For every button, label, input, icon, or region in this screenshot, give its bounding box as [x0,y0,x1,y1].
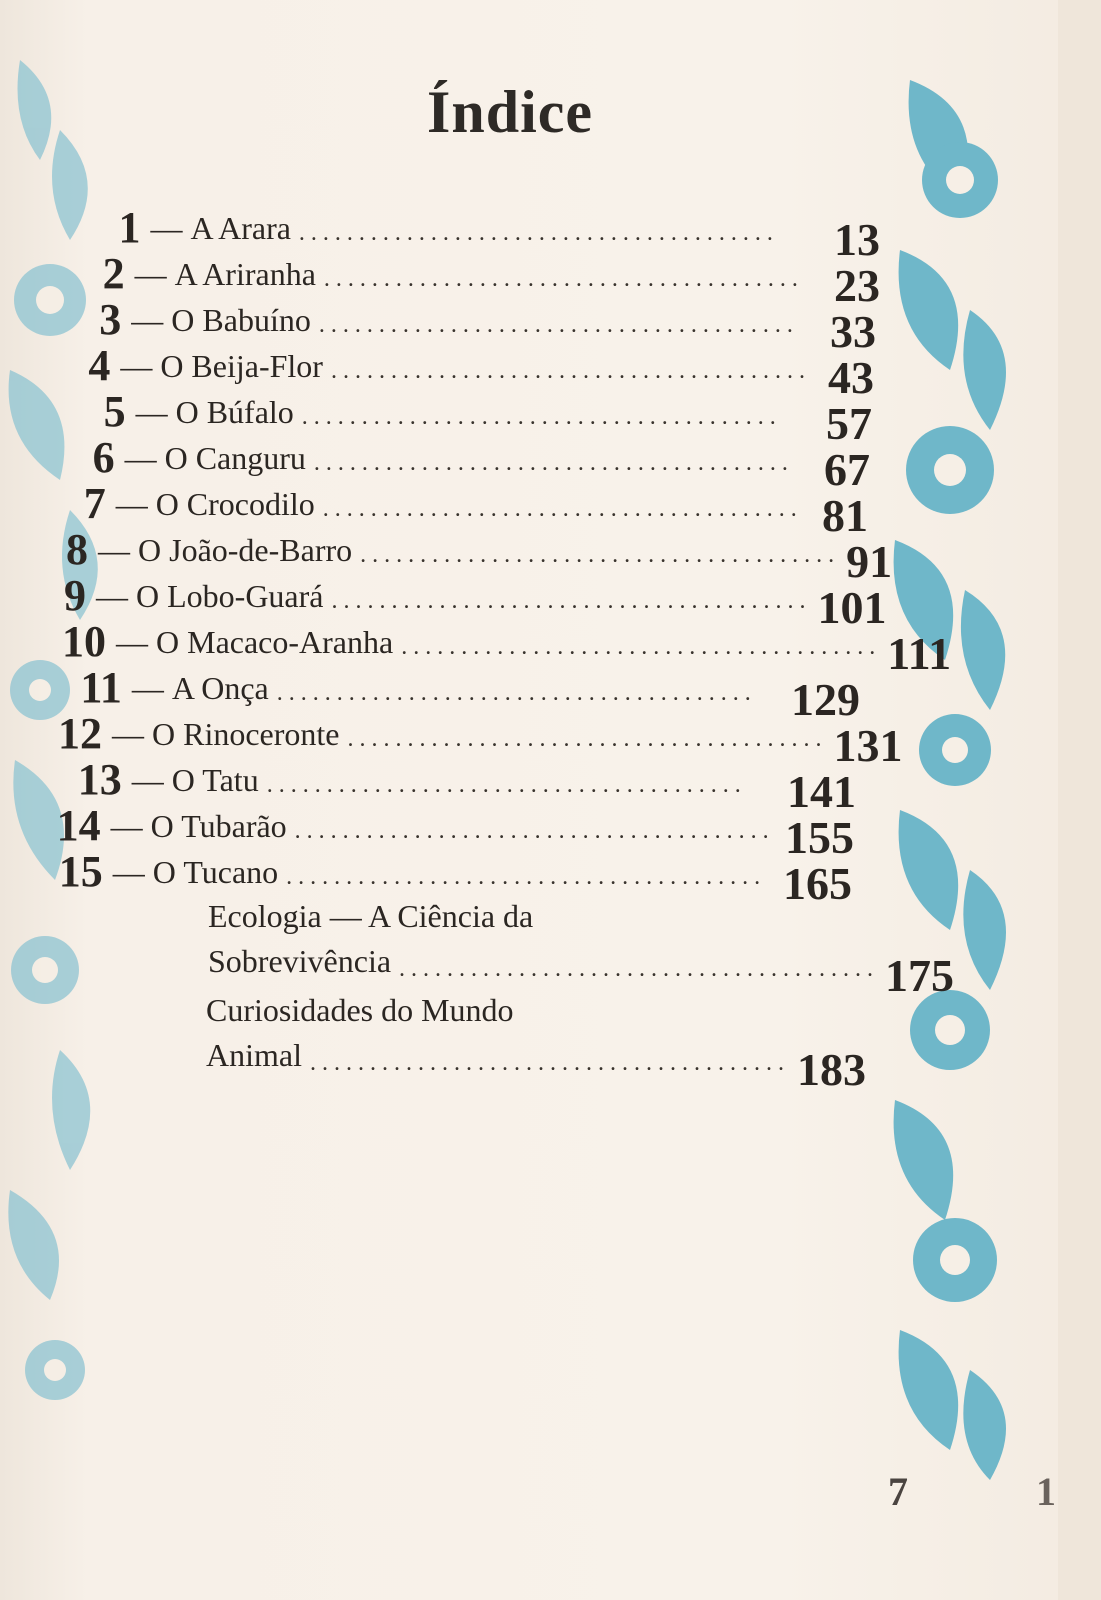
leader-dots: ........................................ [347,726,828,752]
entry-page: 13 [834,214,880,265]
entry-label: O Búfalo [175,394,294,430]
entry-label: O Tatu [171,762,259,798]
entry-page: 33 [830,306,876,357]
leader-dots: ........................................ [301,404,782,430]
facing-page-edge [1058,0,1101,1600]
entry-page: 111 [887,628,952,679]
extra-line-2: Animal [206,1037,302,1073]
entry-dash: — [96,578,128,614]
toc-entry-9 [64,570,887,633]
entry-dash: — [131,762,164,798]
entry-dash: — [134,256,167,292]
entry-number: 5 [103,387,126,436]
leader-dots: ........................................ [399,956,880,982]
extra-page: 175 [885,950,955,1001]
entry-label: O João-de-Barro [138,532,353,568]
entry-page: 43 [828,352,874,403]
toc-entry-7 [68,478,868,541]
entry-number: 1 [118,203,141,252]
entry-dash: — [120,348,153,384]
entry-number: 12 [58,709,102,758]
page-number: 7 [888,1469,908,1514]
entry-label: O Crocodilo [155,486,315,522]
entry-number: 11 [80,663,122,712]
entry-number: 7 [83,479,106,528]
entry-page: 129 [791,674,860,725]
entry-number: 14 [56,801,101,850]
toc-entry-13 [56,754,856,817]
leader-dots: ........................................ [323,266,804,292]
leader-dots: ........................................ [286,864,767,890]
leader-dots: ........................................ [294,818,775,844]
entry-label: O Macaco-Aranha [156,624,394,660]
entry-page: 165 [782,858,852,909]
leader-dots: ........................................ [313,450,794,476]
toc-entry-5 [72,386,872,449]
leader-dots: ........................................ [322,496,803,522]
leader-dots: ........................................ [266,772,747,798]
entry-dash: — [116,624,148,660]
extra-line-2: Sobrevivência [208,943,392,979]
toc-extra-ecologia [208,894,955,1001]
floral-border-right [880,70,1040,1490]
entry-page: 101 [817,582,887,633]
leader-dots: ........................................ [331,588,812,614]
entry-label: O Beija-Flor [160,348,323,384]
entry-label: A Arara [190,210,291,246]
leader-dots: ........................................ [330,358,811,384]
leader-dots: ........................................ [360,542,841,568]
entry-label: O Tubarão [150,808,287,844]
toc-entry-8 [66,524,893,587]
entry-dash: — [131,302,164,338]
entry-number: 4 [88,341,111,390]
entry-page: 91 [846,536,893,587]
leader-dots: ........................................ [298,220,779,246]
leader-dots: ........................................ [318,312,799,338]
entry-number: 13 [77,755,122,804]
facing-page-number: 1 [1036,1469,1056,1514]
entry-page: 131 [833,720,903,771]
entry-dash: — [150,210,183,246]
entry-number: 6 [92,433,115,482]
entry-page: 155 [785,812,854,863]
toc-entry-14 [54,800,854,863]
entry-dash: — [115,486,148,522]
entry-dash: — [98,532,130,568]
entry-label: A Onça [171,670,269,706]
entry-number: 8 [66,525,88,574]
entry-page: 141 [787,766,856,817]
entry-label: O Babuíno [171,302,311,338]
entry-label: O Canguru [164,440,306,476]
entry-dash: — [110,808,143,844]
entry-page: 81 [822,490,868,541]
toc-entry-11 [60,662,860,725]
entry-label: O Rinoceronte [152,716,340,752]
extra-page: 183 [797,1044,866,1095]
extra-line-1: Curiosidades do Mundo [206,992,514,1028]
entry-dash: — [112,854,145,890]
entry-number: 10 [62,617,106,666]
toc-entry-2 [80,248,880,311]
entry-label: O Tucano [152,854,279,890]
page-title: Índice [426,79,594,145]
entry-number: 9 [64,571,86,620]
entry-number: 15 [58,847,103,896]
toc-entry-15 [52,846,852,909]
entry-number: 2 [102,249,125,298]
entry-label: O Lobo-Guará [136,578,324,614]
toc-entry-3 [76,294,876,357]
toc-entry-10 [62,616,952,679]
entry-number: 3 [99,295,122,344]
extra-line-1: Ecologia — A Ciência da [208,898,534,934]
entry-dash: — [135,394,168,430]
toc-entry-1 [80,202,880,265]
toc-entry-12 [58,708,903,771]
entry-page: 67 [824,444,870,495]
leader-dots: ........................................ [276,680,757,706]
leader-dots: ........................................ [401,634,882,660]
entry-label: A Ariranha [174,256,316,292]
entry-dash: — [124,440,157,476]
entry-dash: — [131,670,164,706]
entry-page: 57 [826,398,872,449]
entry-dash: — [112,716,144,752]
entry-page: 23 [834,260,880,311]
toc-entry-4 [74,340,874,403]
leader-dots: ........................................ [309,1050,790,1076]
toc-entry-6 [70,432,870,495]
toc-extra-curiosidades [206,988,866,1095]
